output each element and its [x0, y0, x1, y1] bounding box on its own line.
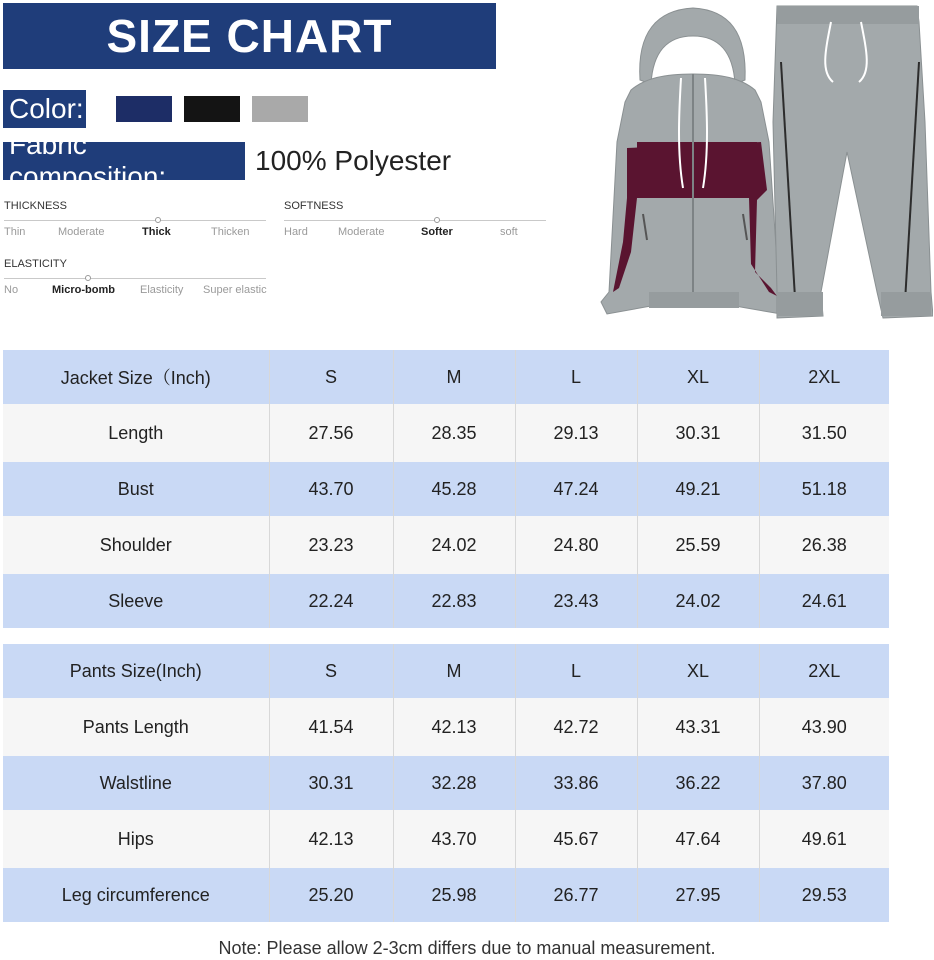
- jacket-size-table: [3, 350, 889, 628]
- pants-header-cell: S: [269, 644, 393, 698]
- softness-option: Hard: [284, 226, 308, 238]
- softness-option-selected: Softer: [421, 226, 453, 238]
- table-cell: 22.83: [393, 574, 515, 628]
- table-cell: 26.38: [759, 516, 889, 574]
- softness-option: soft: [500, 226, 518, 238]
- softness-scale-track: [284, 220, 546, 221]
- table-cell: 25.20: [269, 868, 393, 922]
- jacket-header-cell: XL: [637, 350, 759, 404]
- elasticity-option: No: [4, 284, 19, 296]
- elasticity-option-selected: Micro-bomb: [52, 284, 115, 296]
- color-swatch-black[interactable]: [184, 96, 240, 122]
- jacket-header-cell: Jacket Size（Inch): [3, 350, 269, 404]
- softness-scale-name: SOFTNESS: [284, 200, 344, 212]
- elasticity-option: Super elastic: [203, 284, 267, 296]
- thickness-option: Moderate: [58, 226, 105, 238]
- jacket-row-shoulder: [3, 516, 889, 574]
- table-cell: 24.02: [637, 574, 759, 628]
- elasticity-option: Elasticity: [140, 284, 184, 296]
- pants-header-cell: Pants Size(Inch): [3, 644, 269, 698]
- table-cell: 37.80: [759, 756, 889, 810]
- size-chart-title: SIZE CHART: [3, 3, 496, 69]
- fabric-label: Fabric composition:: [3, 142, 245, 180]
- table-cell: Hips: [3, 810, 269, 868]
- pants-header-cell: XL: [637, 644, 759, 698]
- jacket-illustration: [601, 8, 787, 314]
- table-cell: Length: [3, 404, 269, 462]
- table-cell: 24.02: [393, 516, 515, 574]
- color-swatch-navy[interactable]: [116, 96, 172, 122]
- table-cell: 27.56: [269, 404, 393, 462]
- jacket-row-length: [3, 404, 889, 462]
- table-cell: 23.43: [515, 574, 637, 628]
- table-cell: 28.35: [393, 404, 515, 462]
- pants-header-cell: 2XL: [759, 644, 889, 698]
- jacket-header-row: [3, 350, 889, 404]
- table-cell: Leg circumference: [3, 868, 269, 922]
- thickness-option: Thin: [4, 226, 26, 238]
- pants-row-hips: [3, 810, 889, 868]
- pants-row-leg-circumference: [3, 868, 889, 922]
- table-cell: 49.61: [759, 810, 889, 868]
- table-cell: Pants Length: [3, 698, 269, 756]
- table-cell: 24.61: [759, 574, 889, 628]
- table-cell: 25.98: [393, 868, 515, 922]
- softness-scale-marker: [434, 217, 440, 223]
- table-cell: 30.31: [269, 756, 393, 810]
- table-cell: 24.80: [515, 516, 637, 574]
- table-cell: 30.31: [637, 404, 759, 462]
- measurement-note: Note: Please allow 2-3cm differs due to manual measurement.: [218, 938, 716, 958]
- softness-scale: [284, 200, 546, 242]
- table-cell: 45.28: [393, 462, 515, 516]
- thickness-option: Thicken: [211, 226, 250, 238]
- table-cell: 41.54: [269, 698, 393, 756]
- table-cell: 29.53: [759, 868, 889, 922]
- pants-header-row: [3, 644, 889, 698]
- table-cell: 43.70: [269, 462, 393, 516]
- table-cell: 29.13: [515, 404, 637, 462]
- table-cell: 26.77: [515, 868, 637, 922]
- table-cell: 33.86: [515, 756, 637, 810]
- table-cell: Sleeve: [3, 574, 269, 628]
- thickness-option-selected: Thick: [142, 226, 171, 238]
- table-cell: 42.72: [515, 698, 637, 756]
- softness-option: Moderate: [338, 226, 385, 238]
- jacket-header-cell: 2XL: [759, 350, 889, 404]
- table-cell: 49.21: [637, 462, 759, 516]
- table-cell: 47.24: [515, 462, 637, 516]
- table-cell: Walstline: [3, 756, 269, 810]
- table-cell: 51.18: [759, 462, 889, 516]
- pants-header-cell: L: [515, 644, 637, 698]
- table-cell: 27.95: [637, 868, 759, 922]
- color-swatch-gray[interactable]: [252, 96, 308, 122]
- elasticity-scale-marker: [85, 275, 91, 281]
- pants-row-waistline: [3, 756, 889, 810]
- jacket-header-cell: L: [515, 350, 637, 404]
- table-cell: 45.67: [515, 810, 637, 868]
- thickness-scale-track: [4, 220, 266, 221]
- elasticity-scale-track: [4, 278, 266, 279]
- table-cell: 32.28: [393, 756, 515, 810]
- table-cell: 42.13: [269, 810, 393, 868]
- table-cell: Shoulder: [3, 516, 269, 574]
- elasticity-scale-name: ELASTICITY: [4, 258, 67, 270]
- jacket-row-sleeve: [3, 574, 889, 628]
- table-cell: 43.31: [637, 698, 759, 756]
- elasticity-scale: [4, 258, 272, 300]
- pants-illustration: [773, 6, 933, 318]
- color-label: Color:: [3, 90, 86, 128]
- table-cell: 23.23: [269, 516, 393, 574]
- thickness-scale-marker: [155, 217, 161, 223]
- thickness-scale: [4, 200, 266, 242]
- jacket-header-cell: S: [269, 350, 393, 404]
- table-cell: 43.90: [759, 698, 889, 756]
- table-cell: 25.59: [637, 516, 759, 574]
- pants-header-cell: M: [393, 644, 515, 698]
- fabric-value: 100% Polyester: [255, 145, 452, 176]
- pants-row-length: [3, 698, 889, 756]
- table-cell: 47.64: [637, 810, 759, 868]
- table-cell: Bust: [3, 462, 269, 516]
- table-cell: 43.70: [393, 810, 515, 868]
- table-cell: 42.13: [393, 698, 515, 756]
- table-cell: 31.50: [759, 404, 889, 462]
- table-cell: 22.24: [269, 574, 393, 628]
- table-cell: 36.22: [637, 756, 759, 810]
- jacket-row-bust: [3, 462, 889, 516]
- jacket-header-cell: M: [393, 350, 515, 404]
- pants-size-table: [3, 644, 889, 922]
- thickness-scale-name: THICKNESS: [4, 200, 67, 212]
- tracksuit-product-image: [585, 2, 933, 330]
